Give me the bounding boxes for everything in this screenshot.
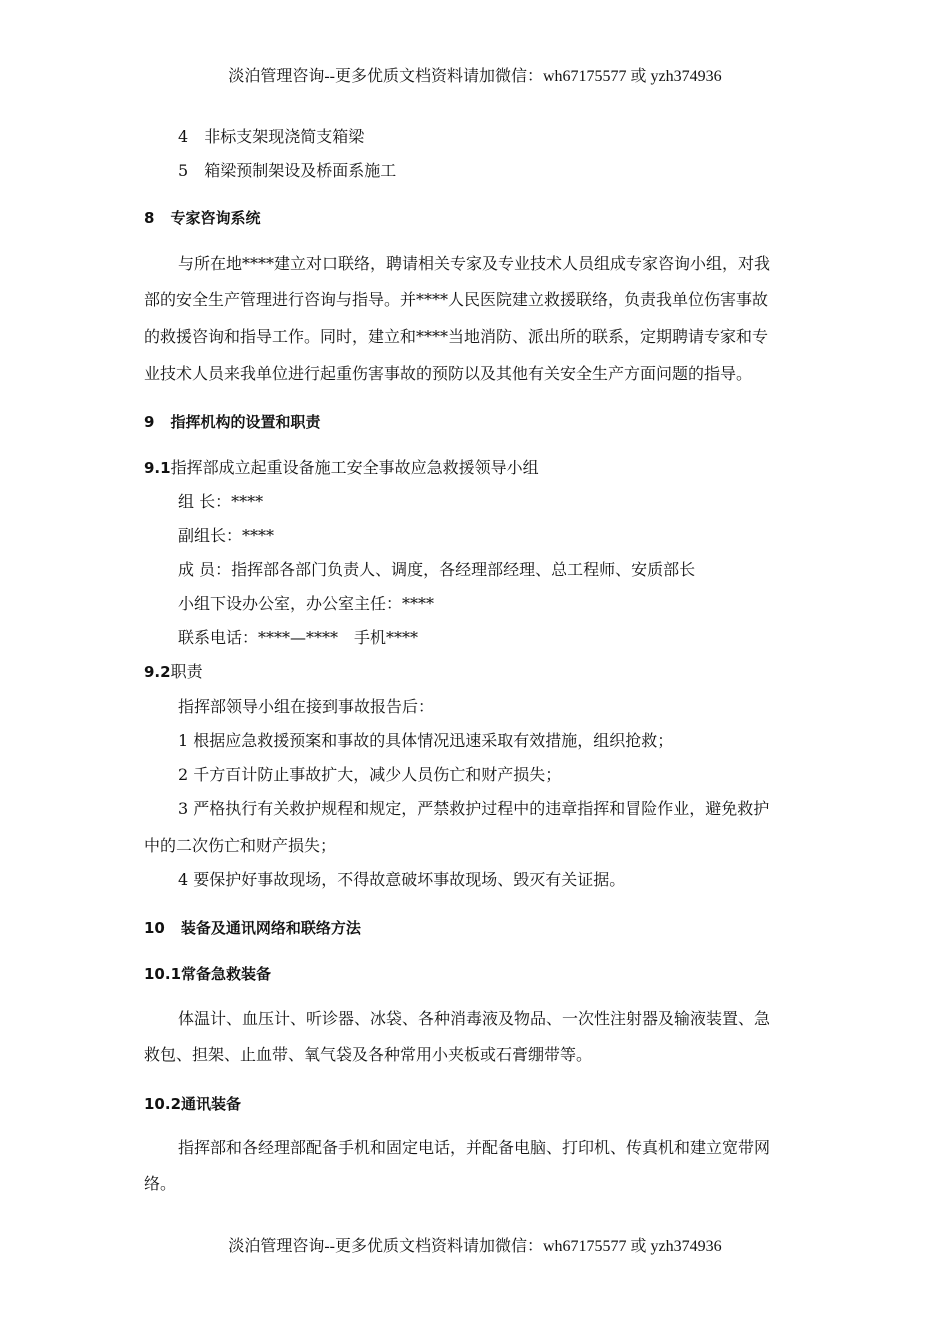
list-item-number: 5 [178, 161, 189, 180]
section-heading-9: 9 指挥机构的设置和职责 [144, 413, 321, 431]
paragraph-line: 指挥部领导小组在接到事故报告后： [178, 697, 435, 716]
contact-phone: 联系电话：****—**** 手机**** [178, 628, 419, 647]
subsection-heading-10-1: 10.1常备急救装备 [144, 965, 272, 983]
list-item [178, 127, 364, 147]
paragraph-line: 的救援咨询和指导工作。同时，建立和****当地消防、派出所的联系，定期聘请专家和专 [144, 327, 769, 346]
subsection-heading-9-1: 9.1指挥部成立起重设备施工安全事故应急救援领导小组 [144, 458, 539, 477]
list-item-text: 箱梁预制架设及桥面系施工 [204, 161, 397, 180]
page-header: 淡泊管理咨询--更多优质文档资料请加微信：wh67175577 或 yzh374936 [228, 68, 722, 85]
list-item [178, 161, 396, 181]
page-footer: 淡泊管理咨询--更多优质文档资料请加微信：wh67175577 或 yzh374936 [228, 1238, 722, 1255]
subsection-heading-9-2: 9.2职责 [144, 662, 203, 681]
paragraph-line: 救包、担架、止血带、氧气袋及各种常用小夹板或石膏绷带等。 [144, 1045, 593, 1064]
office-director: 小组下设办公室，办公室主任：**** [178, 594, 435, 613]
subsection-heading-10-2: 10.2通讯装备 [144, 1095, 242, 1113]
team-leader: 组 长：**** [178, 492, 264, 511]
section-heading-8: 8 专家咨询系统 [144, 209, 261, 227]
list-item-number: 4 [178, 127, 189, 146]
paragraph-line: 业技术人员来我单位进行起重伤害事故的预防以及其他有关安全生产方面问题的指导。 [144, 364, 753, 383]
list-item: 3 严格执行有关救护规程和规定，严禁救护过程中的违章指挥和冒险作业，避免救护 [178, 799, 770, 818]
paragraph-line: 部的安全生产管理进行咨询与指导。并****人民医院建立救援联络，负责我单位伤害事故 [144, 290, 769, 309]
paragraph-line: 指挥部和各经理部配备手机和固定电话，并配备电脑、打印机、传真机和建立宽带网 [178, 1138, 771, 1157]
paragraph-line: 与所在地****建立对口联络，聘请相关专家及专业技术人员组成专家咨询小组，对我 [178, 254, 771, 273]
list-item: 1 根据应急救援预案和事故的具体情况迅速采取有效措施，组织抢救； [178, 731, 674, 750]
team-members: 成 员：指挥部各部门负责人、调度，各经理部经理、总工程师、安质部长 [178, 560, 696, 579]
section-heading-10: 10 装备及通讯网络和联络方法 [144, 919, 361, 937]
paragraph-line: 体温计、血压计、听诊器、冰袋、各种消毒液及物品、一次性注射器及输液装置、急 [178, 1009, 771, 1028]
team-deputy: 副组长：**** [178, 526, 275, 545]
paragraph-line: 络。 [144, 1174, 177, 1193]
list-item: 2 千方百计防止事故扩大，减少人员伤亡和财产损失； [178, 765, 562, 784]
list-item: 4 要保护好事故现场，不得故意破坏事故现场、毁灭有关证据。 [178, 870, 626, 889]
list-item-text: 非标支架现浇简支箱梁 [204, 127, 365, 146]
list-item-continued: 中的二次伤亡和财产损失； [144, 836, 337, 855]
